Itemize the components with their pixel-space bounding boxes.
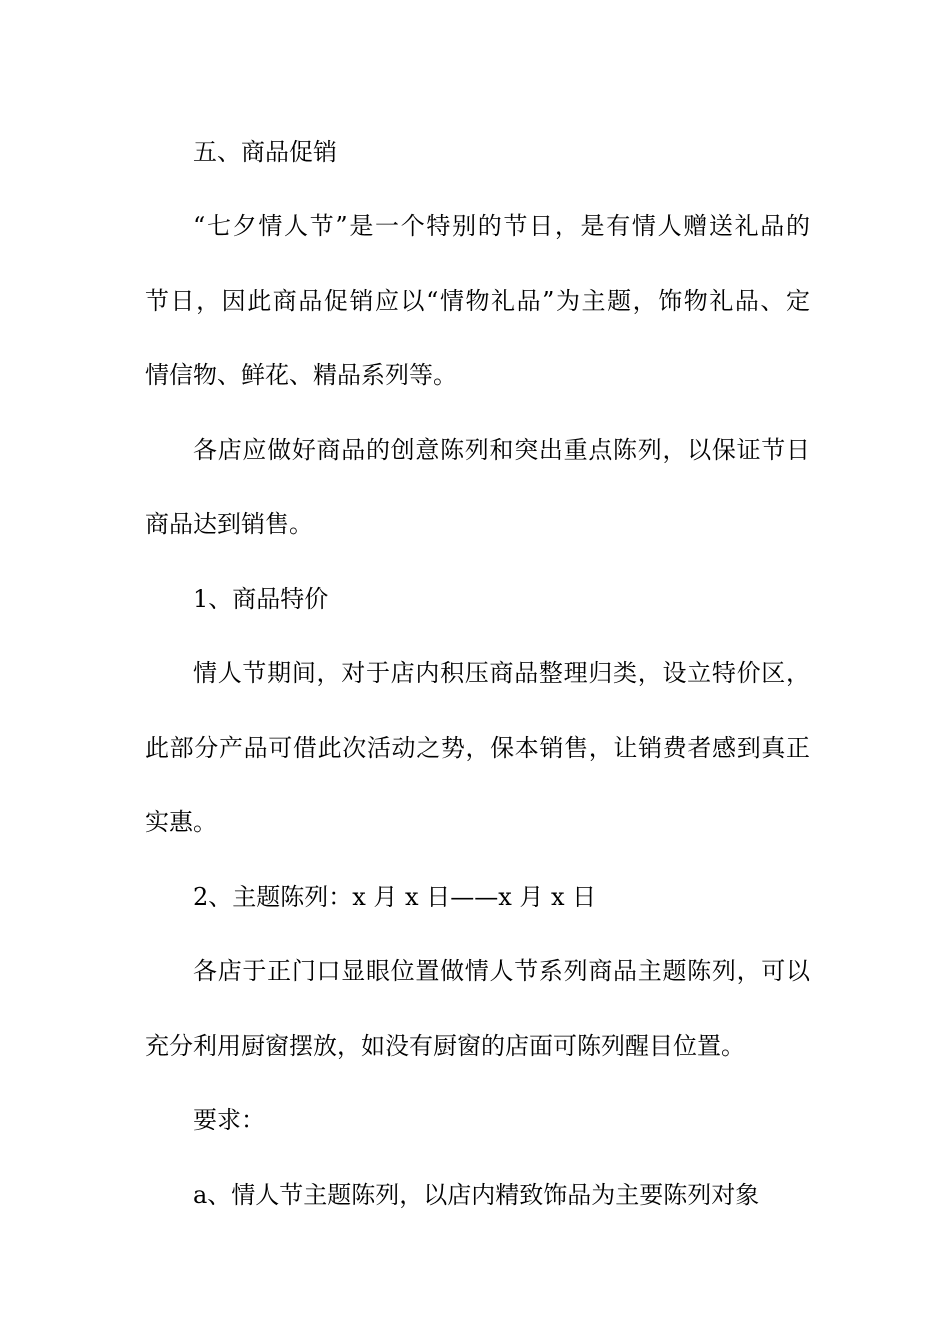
requirements-label: 要求： (193, 1106, 265, 1134)
paragraph-line: 情信物、鲜花、精品系列等。 (145, 361, 457, 389)
section-heading: 五、商品促销 (193, 138, 337, 166)
subsection-heading: 1、商品特价 (193, 585, 329, 613)
paragraph-line: 充分利用厨窗摆放，如没有厨窗的店面可陈列醒目位置。 (145, 1032, 745, 1060)
paragraph-line: 情人节期间，对于店内积压商品整理归类，设立特价区， (193, 659, 810, 687)
list-item: a、情人节主题陈列，以店内精致饰品为主要陈列对象 (193, 1181, 760, 1209)
paragraph-line: 实惠。 (145, 808, 217, 836)
paragraph-line: 各店应做好商品的创意陈列和突出重点陈列，以保证节日 (193, 436, 810, 464)
paragraph-line: “七夕情人节”是一个特别的节日，是有情人赠送礼品的 (193, 212, 810, 240)
paragraph-line: 此部分产品可借此次活动之势，保本销售，让销费者感到真正 (145, 734, 810, 762)
paragraph-line: 节日，因此商品促销应以“情物礼品”为主题，饰物礼品、定 (145, 287, 810, 315)
paragraph-line: 商品达到销售。 (145, 510, 313, 538)
subsection-heading: 2、主题陈列：x 月 x 日——x 月 x 日 (193, 883, 597, 911)
paragraph-line: 各店于正门口显眼位置做情人节系列商品主题陈列，可以 (193, 957, 810, 985)
